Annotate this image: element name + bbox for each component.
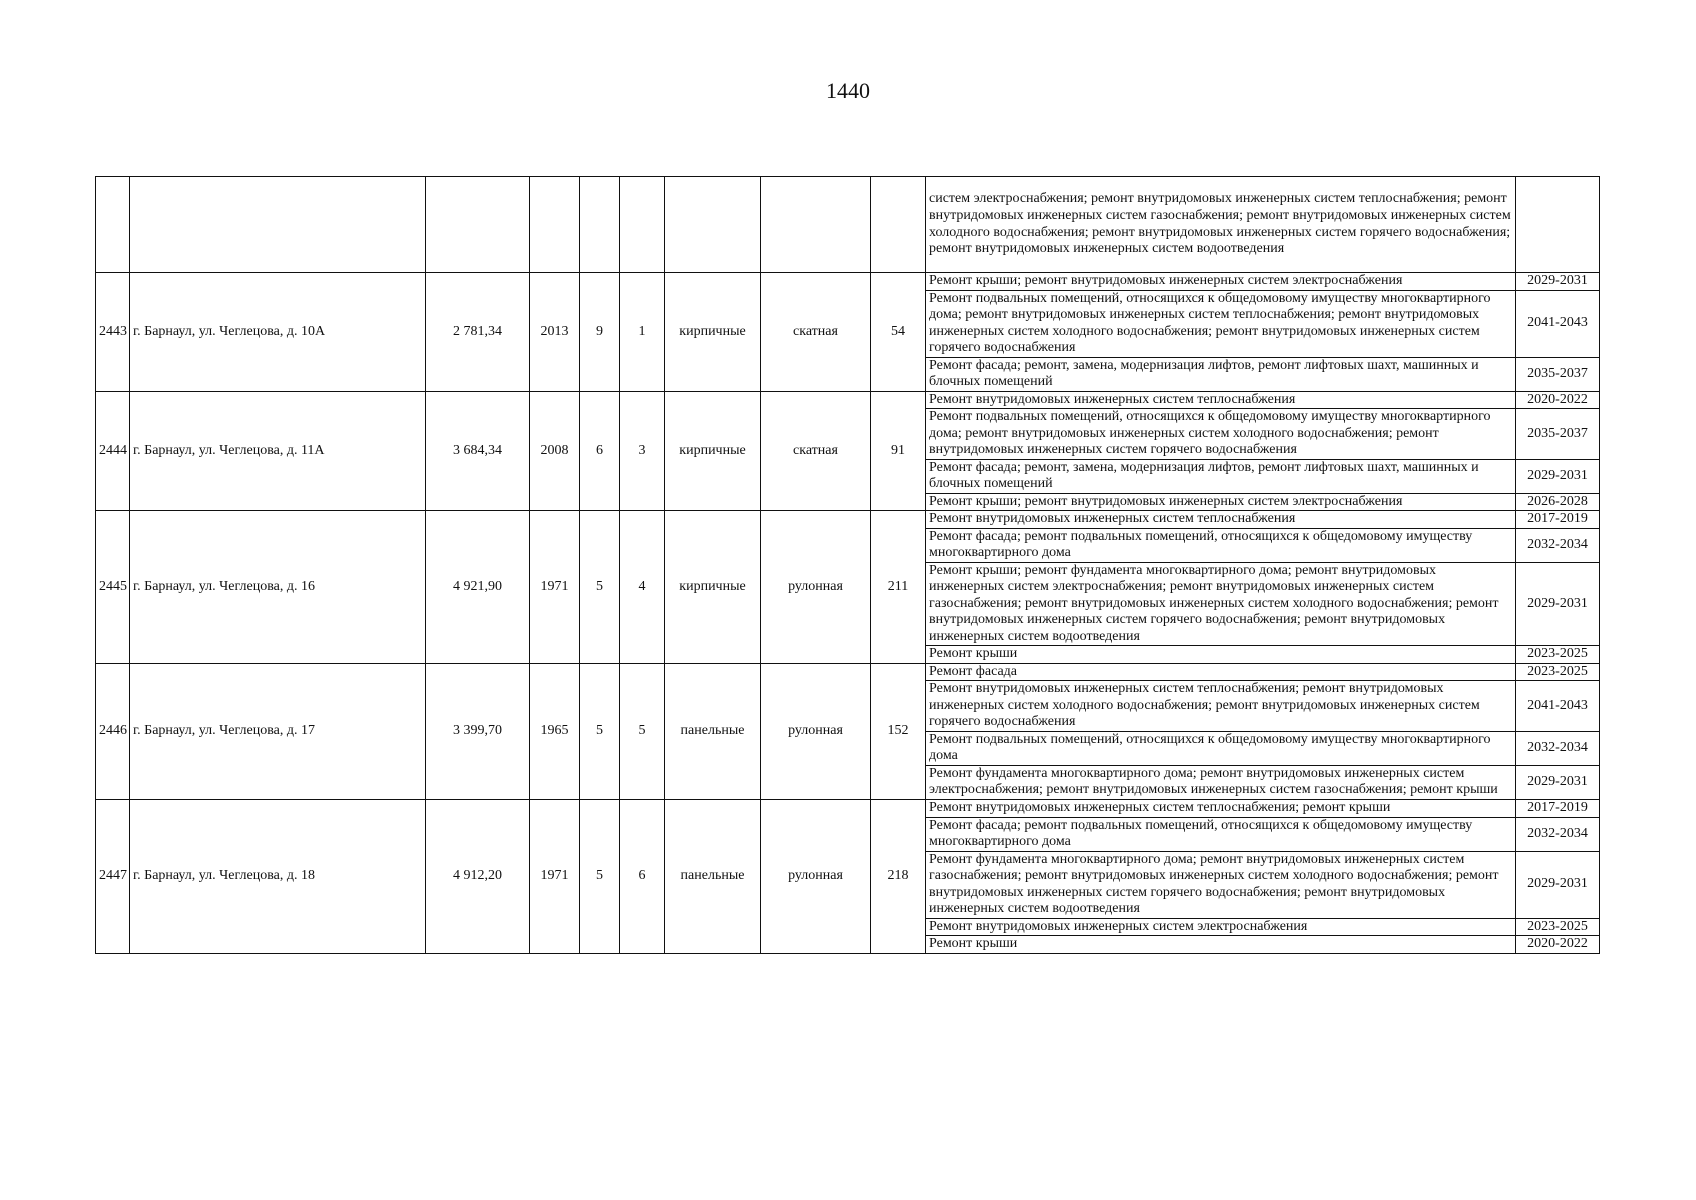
wall-material: кирпичные xyxy=(665,273,761,392)
work-description: Ремонт внутридомовых инженерных систем теплоснабжения xyxy=(926,511,1516,529)
build-year: 2013 xyxy=(530,273,580,392)
building-number: 2445 xyxy=(96,511,130,664)
work-period: 2035-2037 xyxy=(1516,357,1600,391)
cell-empty xyxy=(871,177,926,273)
work-description: Ремонт крыши; ремонт фундамента многоквартирного дома; ремонт внутридомовых инженерных систем электроснабжения; ремонт внутридомовых инженерных систем газоснабжения; ремонт внутридомовых инженерных систем холодного водоснабжения; ремонт внутридомовых инженерных систем горячего водоснабжения; ремонт внутридомовых инженерных систем водоотведения xyxy=(926,562,1516,646)
building-number: 2444 xyxy=(96,391,130,511)
work-period: 2023-2025 xyxy=(1516,646,1600,664)
building-area: 2 781,34 xyxy=(426,273,530,392)
work-description: Ремонт внутридомовых инженерных систем теплоснабжения; ремонт крыши xyxy=(926,799,1516,817)
cell-empty xyxy=(665,177,761,273)
building-number: 2443 xyxy=(96,273,130,392)
entrance-count: 3 xyxy=(620,391,665,511)
build-year: 2008 xyxy=(530,391,580,511)
housing-register-table xyxy=(95,176,1600,954)
roof-type: рулонная xyxy=(761,663,871,799)
continuation-row xyxy=(96,177,1600,273)
table-row xyxy=(96,799,1600,817)
work-period: 2041-2043 xyxy=(1516,681,1600,732)
resident-count: 211 xyxy=(871,511,926,664)
wall-material: кирпичные xyxy=(665,511,761,664)
cell-empty xyxy=(96,177,130,273)
cell-empty xyxy=(580,177,620,273)
work-description: систем электроснабжения; ремонт внутридомовых инженерных систем теплоснабжения; ремонт внутридомовых инженерных систем газоснабжения; ремонт внутридомовых инженерных систем холодного водоснабжения; ремонт внутридомовых инженерных систем горячего водоснабжения; ремонт внутридомовых инженерных систем водоотведения xyxy=(926,177,1516,273)
cell-empty xyxy=(530,177,580,273)
work-description: Ремонт крыши; ремонт внутридомовых инженерных систем электроснабжения xyxy=(926,493,1516,511)
work-period: 2029-2031 xyxy=(1516,851,1600,918)
work-period: 2032-2034 xyxy=(1516,817,1600,851)
work-period: 2026-2028 xyxy=(1516,493,1600,511)
work-description: Ремонт фундамента многоквартирного дома; ремонт внутридомовых инженерных систем электроснабжения; ремонт внутридомовых инженерных систем газоснабжения; ремонт крыши xyxy=(926,765,1516,799)
work-period: 2035-2037 xyxy=(1516,409,1600,460)
work-description: Ремонт внутридомовых инженерных систем теплоснабжения xyxy=(926,391,1516,409)
work-period: 2029-2031 xyxy=(1516,459,1600,493)
work-description: Ремонт подвальных помещений, относящихся к общедомовому имуществу многоквартирного дома; ремонт внутридомовых инженерных систем холодного водоснабжения; ремонт внутридомовых инженерных систем горячего водоснабжения xyxy=(926,409,1516,460)
work-period: 2029-2031 xyxy=(1516,562,1600,646)
work-description: Ремонт фасада; ремонт, замена, модернизация лифтов, ремонт лифтовых шахт, машинных и блочных помещений xyxy=(926,459,1516,493)
entrance-count: 5 xyxy=(620,663,665,799)
resident-count: 91 xyxy=(871,391,926,511)
entrance-count: 4 xyxy=(620,511,665,664)
work-description: Ремонт крыши xyxy=(926,936,1516,954)
build-year: 1971 xyxy=(530,799,580,953)
resident-count: 218 xyxy=(871,799,926,953)
work-description: Ремонт внутридомовых инженерных систем теплоснабжения; ремонт внутридомовых инженерных систем холодного водоснабжения; ремонт внутридомовых инженерных систем горячего водоснабжения xyxy=(926,681,1516,732)
work-description: Ремонт фасада; ремонт подвальных помещений, относящихся к общедомовому имуществу многоквартирного дома xyxy=(926,817,1516,851)
page-number: 1440 xyxy=(826,78,870,103)
work-period: 2020-2022 xyxy=(1516,936,1600,954)
work-period: 2029-2031 xyxy=(1516,273,1600,291)
building-address: г. Барнаул, ул. Чеглецова, д. 11А xyxy=(130,391,426,511)
floor-count: 5 xyxy=(580,511,620,664)
entrance-count: 6 xyxy=(620,799,665,953)
building-area: 4 921,90 xyxy=(426,511,530,664)
floor-count: 6 xyxy=(580,391,620,511)
wall-material: панельные xyxy=(665,663,761,799)
wall-material: кирпичные xyxy=(665,391,761,511)
table-row xyxy=(96,663,1600,681)
work-period: 2020-2022 xyxy=(1516,391,1600,409)
roof-type: рулонная xyxy=(761,799,871,953)
table-body xyxy=(96,177,1600,954)
table-row xyxy=(96,391,1600,409)
work-period: 2032-2034 xyxy=(1516,731,1600,765)
wall-material: панельные xyxy=(665,799,761,953)
building-area: 3 684,34 xyxy=(426,391,530,511)
building-area: 3 399,70 xyxy=(426,663,530,799)
floor-count: 9 xyxy=(580,273,620,392)
work-period: 2032-2034 xyxy=(1516,528,1600,562)
building-number: 2446 xyxy=(96,663,130,799)
work-period: 2023-2025 xyxy=(1516,663,1600,681)
work-description: Ремонт фасада; ремонт, замена, модернизация лифтов, ремонт лифтовых шахт, машинных и блочных помещений xyxy=(926,357,1516,391)
work-period: 2029-2031 xyxy=(1516,765,1600,799)
building-address: г. Барнаул, ул. Чеглецова, д. 18 xyxy=(130,799,426,953)
entrance-count: 1 xyxy=(620,273,665,392)
work-description: Ремонт подвальных помещений, относящихся к общедомовому имуществу многоквартирного дома; ремонт внутридомовых инженерных систем теплоснабжения; ремонт внутридомовых инженерных систем холодного водоснабжения; ремонт внутридомовых инженерных систем горячего водоснабжения xyxy=(926,290,1516,357)
resident-count: 54 xyxy=(871,273,926,392)
work-description: Ремонт фасада xyxy=(926,663,1516,681)
work-description: Ремонт подвальных помещений, относящихся к общедомовому имуществу многоквартирного дома xyxy=(926,731,1516,765)
work-period: 2017-2019 xyxy=(1516,799,1600,817)
building-address: г. Барнаул, ул. Чеглецова, д. 10А xyxy=(130,273,426,392)
floor-count: 5 xyxy=(580,663,620,799)
roof-type: скатная xyxy=(761,391,871,511)
work-description: Ремонт крыши xyxy=(926,646,1516,664)
building-address: г. Барнаул, ул. Чеглецова, д. 17 xyxy=(130,663,426,799)
roof-type: рулонная xyxy=(761,511,871,664)
cell-empty xyxy=(130,177,426,273)
work-description: Ремонт фундамента многоквартирного дома; ремонт внутридомовых инженерных систем газоснабжения; ремонт внутридомовых инженерных систем холодного водоснабжения; ремонт внутридомовых инженерных систем горячего водоснабжения; ремонт внутридомовых инженерных систем водоотведения xyxy=(926,851,1516,918)
resident-count: 152 xyxy=(871,663,926,799)
table-row xyxy=(96,511,1600,529)
build-year: 1965 xyxy=(530,663,580,799)
cell-empty xyxy=(620,177,665,273)
building-address: г. Барнаул, ул. Чеглецова, д. 16 xyxy=(130,511,426,664)
work-period: 2041-2043 xyxy=(1516,290,1600,357)
roof-type: скатная xyxy=(761,273,871,392)
work-period xyxy=(1516,177,1600,273)
floor-count: 5 xyxy=(580,799,620,953)
building-number: 2447 xyxy=(96,799,130,953)
work-period: 2017-2019 xyxy=(1516,511,1600,529)
work-description: Ремонт внутридомовых инженерных систем электроснабжения xyxy=(926,918,1516,936)
cell-empty xyxy=(426,177,530,273)
work-description: Ремонт фасада; ремонт подвальных помещений, относящихся к общедомовому имуществу многоквартирного дома xyxy=(926,528,1516,562)
table-row xyxy=(96,273,1600,291)
work-description: Ремонт крыши; ремонт внутридомовых инженерных систем электроснабжения xyxy=(926,273,1516,291)
cell-empty xyxy=(761,177,871,273)
work-period: 2023-2025 xyxy=(1516,918,1600,936)
building-area: 4 912,20 xyxy=(426,799,530,953)
build-year: 1971 xyxy=(530,511,580,664)
